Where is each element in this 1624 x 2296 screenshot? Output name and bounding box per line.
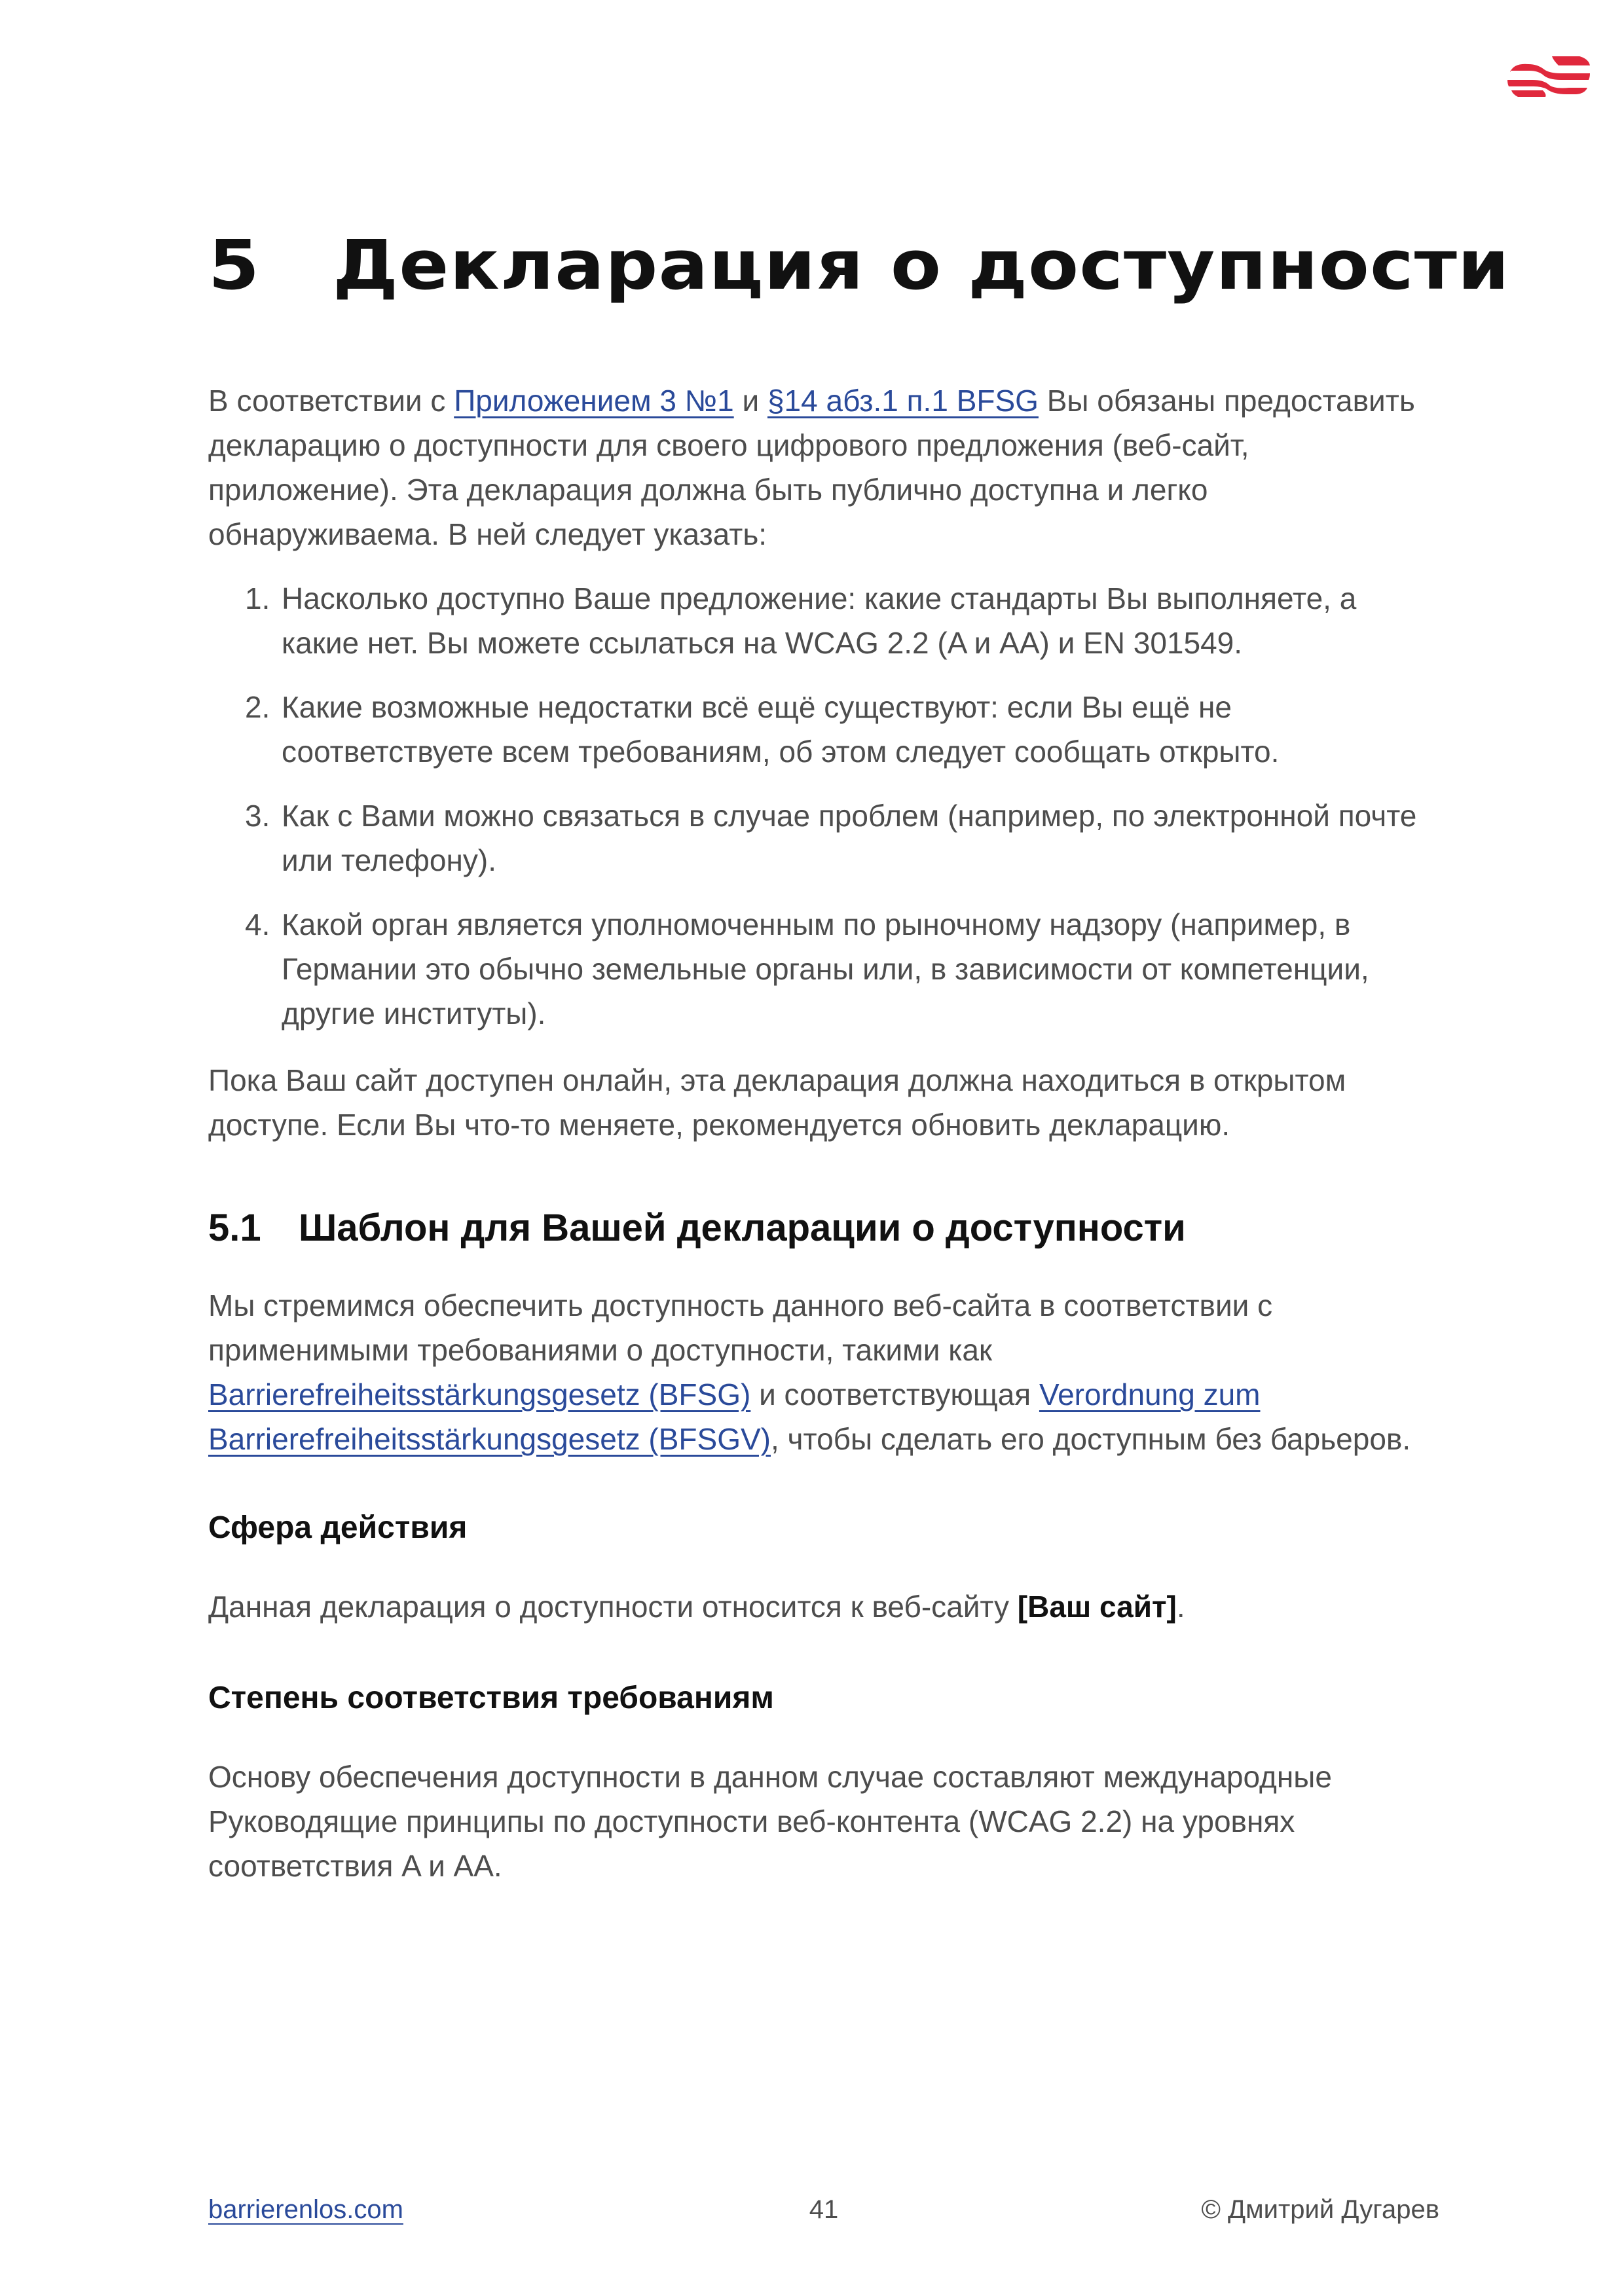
site-placeholder: [Ваш сайт] xyxy=(1017,1590,1177,1624)
chapter-title: Декларация о доступности xyxy=(333,225,1510,305)
list-item-text: Какие возможные недостатки всё ещё существуют: если Вы ещё не соответствуете всем требованиям, об этом следует сообщать открыто. xyxy=(282,690,1280,769)
brand-logo xyxy=(1506,54,1591,100)
requirements-list xyxy=(208,576,1426,1055)
intro-text: В соответствии с xyxy=(208,384,454,418)
template-intro-paragraph xyxy=(208,1283,1426,1461)
list-item xyxy=(208,685,1426,774)
list-item-text: Насколько доступно Ваше предложение: какие стандарты Вы выполняете, а какие нет. Вы можете ссылаться на WCAG 2.2 (A и AA) и EN 301549. xyxy=(282,581,1357,660)
intro-text: и xyxy=(733,384,767,418)
chapter-number: 5 xyxy=(208,225,261,305)
section-heading xyxy=(208,1202,1426,1254)
template-text: , чтобы сделать его доступным без барьеров. xyxy=(770,1422,1411,1456)
template-text: и соответствующая xyxy=(750,1377,1039,1412)
list-item xyxy=(208,793,1426,883)
template-text: Мы стремимся обеспечить доступность данного веб-сайта в соответствии с применимыми требованиями о доступности, такими как xyxy=(208,1288,1273,1367)
list-number: 2. xyxy=(245,690,270,724)
list-item xyxy=(208,576,1426,665)
page-number: 41 xyxy=(809,2195,839,2224)
bfsg-link[interactable]: Barrierefreiheitsstärkungsgesetz (BFSG) xyxy=(208,1377,751,1412)
list-item xyxy=(208,902,1426,1036)
conformance-text: Основу обеспечения доступности в данном случае составляют международные Руководящие принципы по доступности веб-контента (WCAG 2.2) на уровнях соответствия A и AA. xyxy=(208,1760,1332,1883)
copyright: © Дмитрий Дугарев xyxy=(1201,2195,1439,2224)
intro-paragraph xyxy=(208,378,1426,556)
list-number: 1. xyxy=(245,581,270,615)
conformance-heading-text: Степень соответствия требованиям xyxy=(208,1681,774,1715)
scope-heading xyxy=(208,1506,1426,1550)
page-title xyxy=(208,223,1510,308)
section-number: 5.1 xyxy=(208,1207,261,1249)
scope-paragraph xyxy=(208,1584,1426,1629)
list-number: 3. xyxy=(245,799,270,833)
scope-end: . xyxy=(1176,1590,1185,1624)
list-item-text: Как с Вами можно связаться в случае проблем (например, по электронной почте или телефону). xyxy=(282,799,1417,877)
list-number: 4. xyxy=(245,907,270,941)
outro-paragraph xyxy=(208,1058,1426,1147)
conformance-paragraph xyxy=(208,1755,1426,1888)
website-link[interactable]: barrierenlos.com xyxy=(208,2195,403,2224)
intro-text: Вы обязаны предоставить декларацию о доступности для своего цифрового предложения (веб-сайт, приложение). Эта декларация должна быть публично доступна и легко обнаруживаема. В ней следует указать: xyxy=(208,384,1415,551)
conformance-heading xyxy=(208,1676,1426,1721)
brand-stripes-logo-icon xyxy=(1506,54,1591,100)
scope-heading-text: Сфера действия xyxy=(208,1510,468,1545)
scope-text: Данная декларация о доступности относится к веб-сайту xyxy=(208,1590,1018,1624)
section-title: Шаблон для Вашей декларации о доступности xyxy=(299,1207,1186,1249)
bfsg-paragraph-14-link[interactable]: §14 абз.1 п.1 BFSG xyxy=(767,384,1039,418)
list-item-text: Какой орган является уполномоченным по рыночному надзору (например, в Германии это обычно земельные органы или, в зависимости от компетенции, другие институты). xyxy=(282,907,1369,1030)
outro-text: Пока Ваш сайт доступен онлайн, эта декларация должна находиться в открытом доступе. Если Вы что-то меняете, рекомендуется обновить декларацию. xyxy=(208,1063,1346,1142)
appendix-3-link[interactable]: Приложением 3 №1 xyxy=(454,384,734,418)
bfsgv-link[interactable]: Verordnung zum Barrierefreiheitsstärkungsgesetz (BFSGV) xyxy=(208,1377,1261,1456)
